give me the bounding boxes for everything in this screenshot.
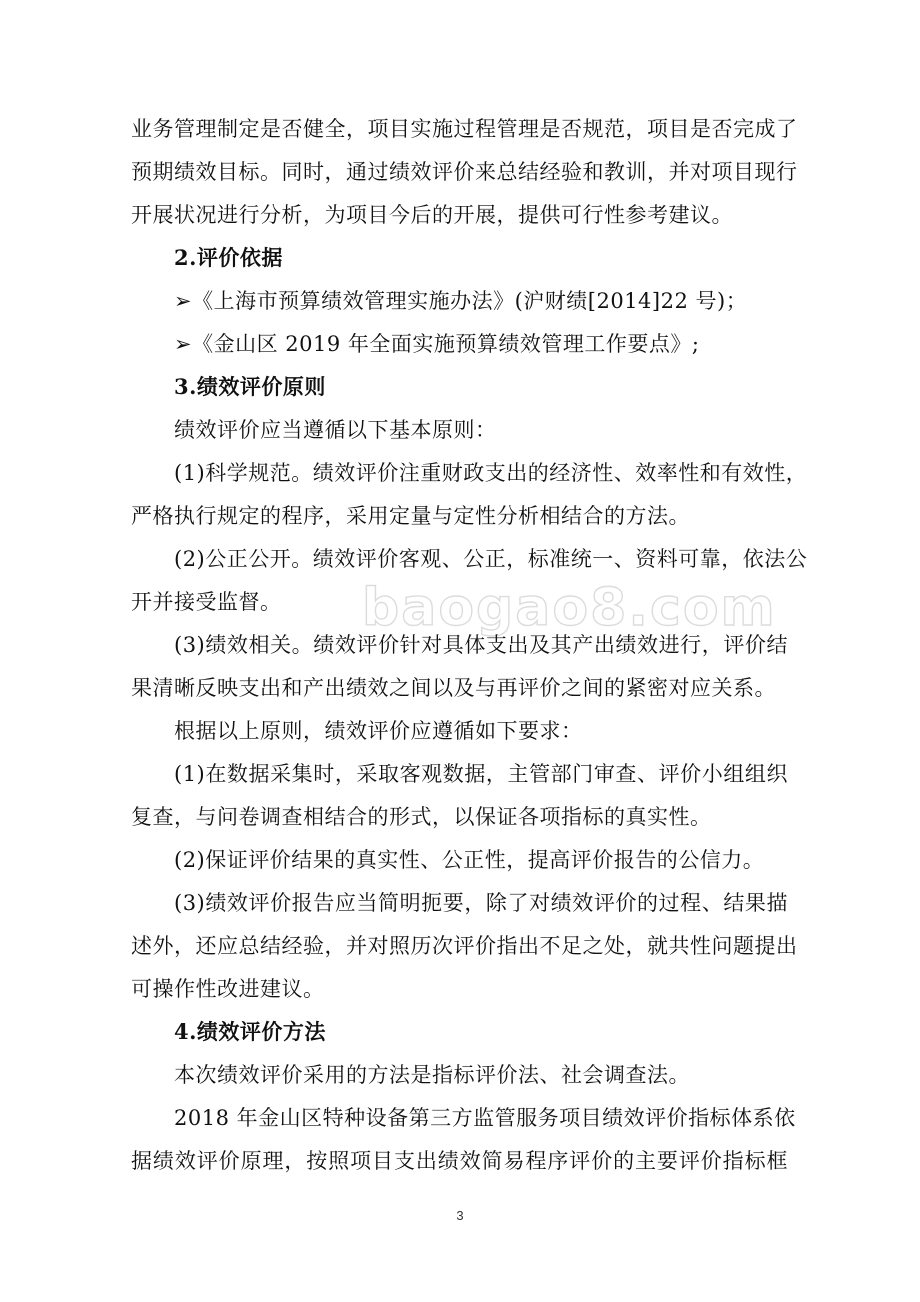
section-heading: 3.绩效评价原则 [174, 374, 326, 399]
paragraph-line: 预期绩效目标。同时，通过绩效评价来总结经验和教训，并对项目现行 [131, 160, 798, 184]
paragraph-line: (2)保证评价结果的真实性、公正性，提高评价报告的公信力。 [174, 848, 765, 872]
section-heading: 4.绩效评价方法 [174, 1019, 326, 1044]
paragraph-line: 果清晰反映支出和产出绩效之间以及与再评价之间的紧密对应关系。 [131, 676, 776, 700]
paragraph-line: (3)绩效相关。绩效评价针对具体支出及其产出绩效进行，评价结 [174, 633, 788, 657]
paragraph-line: (1)在数据采集时，采取客观数据，主管部门审查、评价小组组织 [174, 762, 788, 786]
paragraph-line: (3)绩效评价报告应当简明扼要，除了对绩效评价的过程、结果描 [174, 891, 788, 915]
paragraph-line: (2)公正公开。绩效评价客观、公正，标准统一、资料可靠，依法公 [174, 547, 808, 571]
paragraph-line: 本次绩效评价采用的方法是指标评价法、社会调查法。 [174, 1063, 690, 1087]
paragraph-line: 业务管理制定是否健全，项目实施过程管理是否规范，项目是否完成了 [131, 117, 798, 141]
paragraph-line: 2018 年金山区特种设备第三方监管服务项目绩效评价指标体系依 [174, 1106, 796, 1130]
paragraph-line: 严格执行规定的程序，采用定量与定性分析相结合的方法。 [131, 504, 690, 528]
paragraph-line: 可操作性改进建议。 [131, 977, 325, 1001]
watermark: baogao8.com [362, 578, 777, 638]
bullet-item: ➢《上海市预算绩效管理实施办法》(沪财绩[2014]22 号)； [174, 289, 748, 313]
section-heading: 2.评价依据 [174, 245, 283, 270]
paragraph-line: 据绩效评价原理，按照项目支出绩效简易程序评价的主要评价指标框 [131, 1149, 788, 1173]
paragraph-line: 开展状况进行分析，为项目今后的开展，提供可行性参考建议。 [131, 203, 733, 227]
paragraph-line: 复查，与问卷调查相结合的形式，以保证各项指标的真实性。 [131, 805, 712, 829]
paragraph-line: 根据以上原则，绩效评价应遵循如下要求： [174, 719, 583, 743]
paragraph-line: (1)科学规范。绩效评价注重财政支出的经济性、效率性和有效性， [174, 461, 808, 485]
paragraph-line: 述外，还应总结经验，并对照历次评价指出不足之处，就共性问题提出 [131, 934, 798, 958]
paragraph-line: 开并接受监督。 [131, 590, 282, 614]
paragraph-line: 绩效评价应当遵循以下基本原则： [174, 418, 497, 442]
bullet-item: ➢《金山区 2019 年全面实施预算绩效管理工作要点》; [174, 332, 700, 356]
page-number: 3 [456, 1208, 464, 1223]
